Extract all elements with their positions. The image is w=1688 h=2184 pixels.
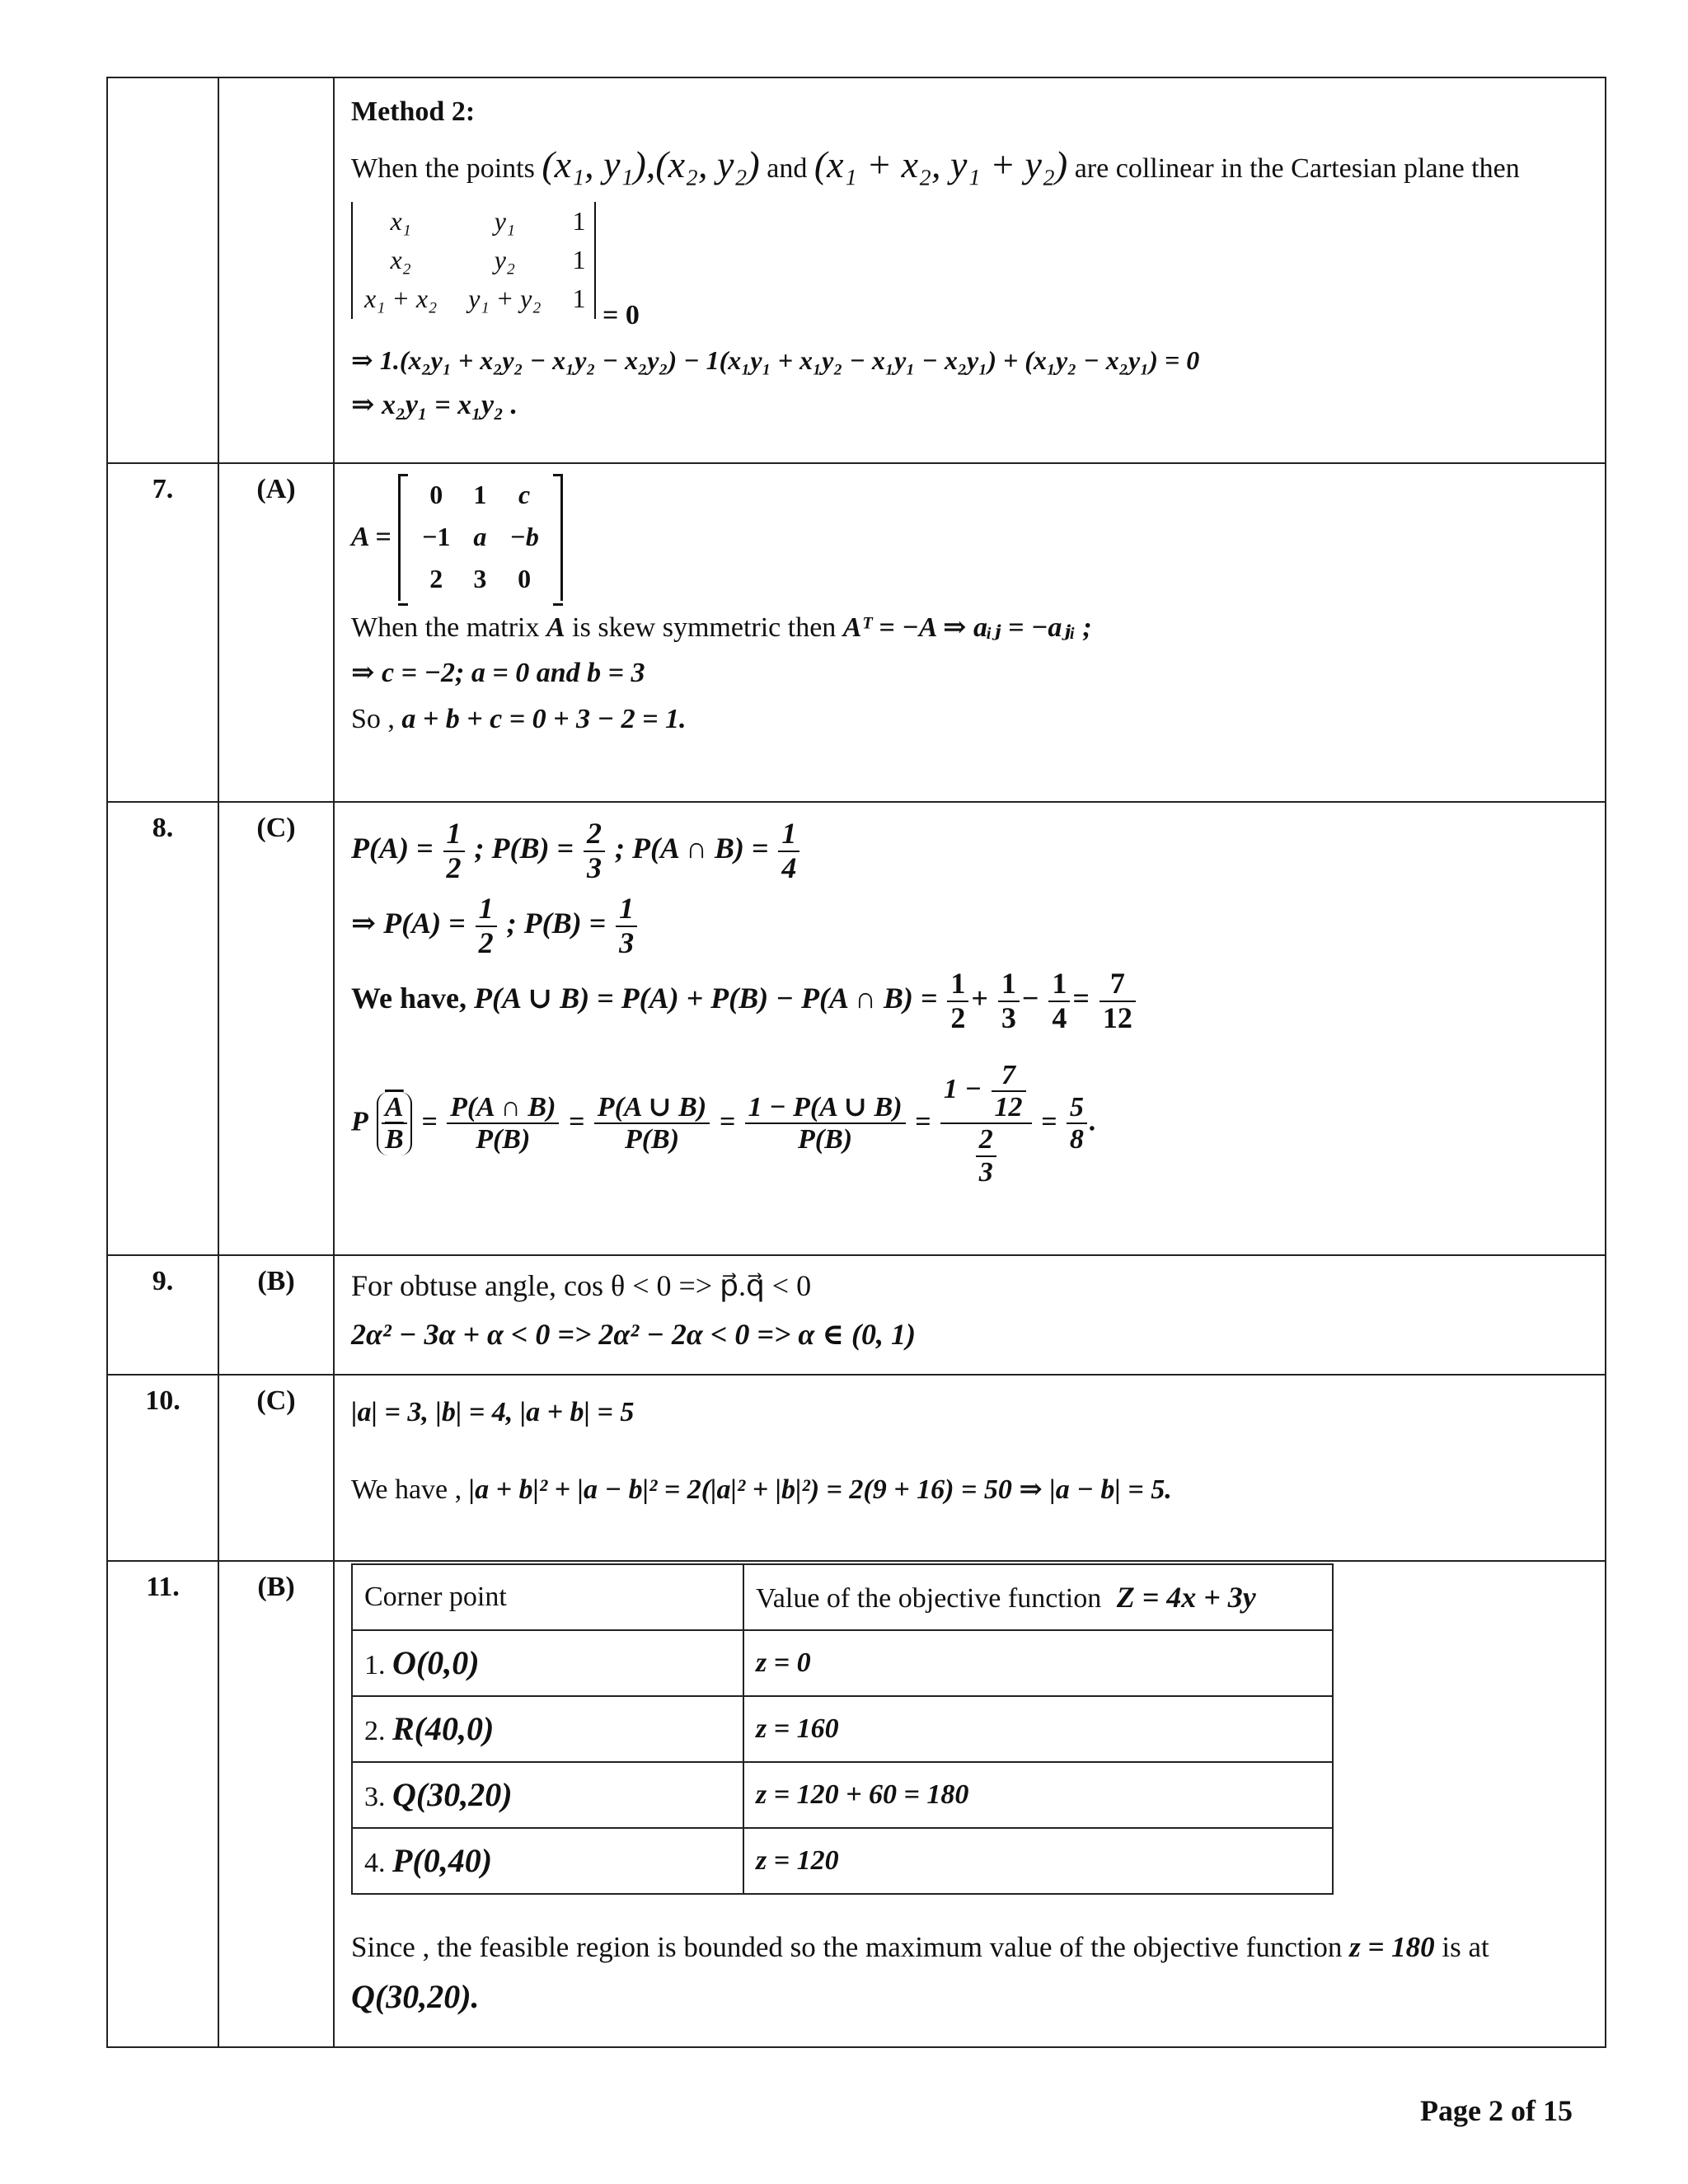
math-expr: a + b + c = 0 + 3 − 2 = 1.	[401, 704, 687, 735]
question-number: 8.	[107, 802, 218, 1255]
matrix-cell: 1	[473, 480, 487, 509]
math-expr: z = 180	[1349, 1931, 1435, 1964]
den: P(B)	[624, 1124, 680, 1155]
parallelogram-law-line	[351, 1471, 1588, 1509]
matrix-cell: 0	[429, 480, 443, 509]
determinant	[351, 202, 596, 319]
den: 2	[446, 851, 462, 884]
union-line: We have, P(A ∪ B) = P(A) + P(B) − P(A ∩ B) = $\frac{1}{2}$ + $\frac{1}{3}$ − $\frac{1}{4}$ = $\frac{7}{12}$	[351, 968, 1588, 1034]
den	[940, 1124, 1032, 1188]
point: R(40,0)	[392, 1710, 495, 1748]
row-index: 4.	[364, 1848, 386, 1879]
corner-point-cell	[352, 1762, 743, 1828]
derived-probabilities	[351, 893, 1588, 959]
corner-point-cell	[352, 1828, 743, 1894]
obtuse-line: For obtuse angle, cos θ < 0 => p⃗.q⃗ < 0	[351, 1269, 812, 1302]
page-footer: Page 2 of 15	[1420, 2094, 1573, 2127]
num: 1 − P(A ∪ B)	[745, 1092, 906, 1124]
corner-point-cell	[352, 1696, 743, 1762]
den: 12	[994, 1091, 1023, 1122]
det-cell: y₂	[494, 245, 516, 275]
num: 2	[584, 818, 605, 852]
inequality-line: 2α² − 3α + α < 0 => 2α² − 2α < 0 => α ∈ (0, 1)	[351, 1317, 916, 1351]
fraction	[594, 1092, 710, 1155]
num: P(A ∪ B)	[594, 1092, 710, 1124]
matrix-cell: 3	[473, 564, 487, 594]
corner-point-table	[351, 1563, 1334, 1895]
det-cell: 1	[572, 284, 586, 314]
question-number: 7.	[107, 463, 218, 802]
det-cell: x₁	[390, 205, 411, 236]
question-number: 10.	[107, 1375, 218, 1561]
expr: ⇒ P(A) =	[351, 907, 466, 940]
question-number: 11.	[107, 1561, 218, 2047]
fraction	[976, 1124, 996, 1188]
det-cell: 1	[572, 245, 586, 275]
solution-cell	[334, 802, 1606, 1255]
det-cell: x₂	[390, 245, 411, 275]
point: Q(30,20)	[392, 1776, 513, 1814]
fraction	[447, 1092, 559, 1155]
skew-symmetric-line	[351, 609, 1588, 647]
intro-text: When the points	[351, 152, 535, 184]
num: P(A ∩ B)	[447, 1092, 559, 1124]
answer-option: (C)	[218, 802, 334, 1255]
point: P(0,40)	[392, 1842, 493, 1880]
table-row	[352, 1630, 1333, 1696]
expr: P	[351, 1106, 368, 1137]
den: 3	[978, 1156, 993, 1188]
header-cell: Corner point	[352, 1564, 743, 1630]
num: 1	[947, 968, 968, 1002]
matrix-cell: −1	[422, 522, 451, 552]
table-header-row	[352, 1564, 1333, 1630]
math-expr: Aᵀ = −A ⇒ aᵢⱼ = −aⱼᵢ ;	[842, 612, 1092, 643]
determinant-block	[351, 199, 1588, 335]
num: 1	[616, 893, 637, 927]
answer-option: (B)	[218, 1255, 334, 1375]
conclusion-point: Q(30,20).	[351, 1978, 480, 2016]
question-number: 9.	[107, 1255, 218, 1375]
matrix-cell: 0	[518, 564, 532, 594]
point3-expr: (x₁ + x₂, y₁ + y₂)	[814, 143, 1068, 185]
fraction	[778, 818, 799, 884]
fraction	[616, 893, 637, 959]
matrix-A	[398, 474, 563, 601]
point: O(0,0)	[392, 1644, 480, 1682]
fraction	[998, 968, 1020, 1034]
den: B	[385, 1124, 404, 1155]
value-cell: z = 160	[743, 1696, 1333, 1762]
den: 4	[1052, 1001, 1067, 1034]
table-row	[107, 77, 1606, 463]
table-row	[107, 463, 1606, 802]
value-cell: z = 120 + 60 = 180	[743, 1762, 1333, 1828]
solutions-table	[106, 77, 1606, 2048]
row-index: 1.	[364, 1650, 386, 1681]
text: We have ,	[351, 1474, 462, 1506]
det-equals: = 0	[603, 299, 640, 330]
answer-option: (A)	[218, 463, 334, 802]
fraction	[947, 968, 968, 1034]
den: P(B)	[476, 1124, 531, 1155]
matrix-line	[351, 474, 1588, 601]
fraction	[1100, 968, 1136, 1034]
text: 1 −	[943, 1073, 982, 1104]
table-row	[107, 1561, 1606, 2047]
solution-cell	[334, 1255, 1606, 1375]
det-cell: x₁ + x₂	[364, 284, 438, 314]
num: 1	[778, 818, 799, 852]
matrix-label: A =	[351, 521, 392, 552]
det-cell: 1	[572, 205, 586, 236]
objective-function: Z = 4x + 3y	[1116, 1580, 1256, 1614]
den: 3	[586, 851, 602, 884]
row-index: 3.	[364, 1782, 386, 1813]
var: A	[546, 612, 565, 643]
points-expr: (x₁, y₁),(x₂, y₂)	[542, 143, 760, 185]
den: P(B)	[798, 1124, 853, 1155]
lead: We have,	[351, 982, 467, 1015]
den: 8	[1069, 1124, 1084, 1155]
header-text: Value of the objective function	[756, 1582, 1102, 1614]
matrix-cell: c	[518, 480, 531, 509]
det-cell: y₁ + y₂	[468, 284, 542, 314]
fraction	[1048, 968, 1070, 1034]
solution-cell	[334, 1375, 1606, 1561]
values-line: ⇒ c = −2; a = 0 and b = 3	[351, 658, 645, 689]
den: 12	[1102, 1001, 1132, 1034]
table-row	[107, 802, 1606, 1255]
text: is at	[1442, 1931, 1489, 1964]
num: 7	[992, 1060, 1026, 1092]
text: So ,	[351, 704, 395, 735]
expr: ; P(A ∩ B) =	[614, 831, 769, 865]
sum-line	[351, 701, 1588, 738]
magnitudes-line: |a| = 3, |b| = 4, |a + b| = 5	[351, 1397, 635, 1428]
fraction	[377, 1092, 412, 1155]
value-cell: z = 120	[743, 1828, 1333, 1894]
and-text: and	[767, 152, 808, 184]
num: 7	[1100, 968, 1136, 1002]
fraction	[476, 893, 497, 959]
den: 3	[619, 926, 635, 959]
matrix-cell: −b	[509, 522, 539, 552]
solution-cell	[334, 463, 1606, 802]
table-row	[107, 1375, 1606, 1561]
table-row	[352, 1696, 1333, 1762]
table-row	[352, 1828, 1333, 1894]
table-row	[352, 1762, 1333, 1828]
text: When the matrix	[351, 612, 540, 643]
den: 3	[1001, 1001, 1016, 1034]
table-row	[107, 1255, 1606, 1375]
den: 2	[950, 1001, 966, 1034]
corner-point-cell	[352, 1630, 743, 1696]
num: 1	[476, 893, 497, 927]
compound-fraction	[940, 1060, 1032, 1188]
math-expr: |a + b|² + |a − b|² = 2(|a|² + |b|²) = 2(9 + 16) = 50 ⇒ |a − b| = 5.	[468, 1474, 1172, 1506]
expansion-line: ⇒ 1.(x₂y₁ + x₂y₂ − x₁y₂ − x₂y₂) − 1(x₁y₁ + x₁y₂ − x₁y₁ − x₂y₁) + (x₁y₂ − x₂y₁) = 0	[351, 344, 1200, 375]
value-cell: z = 0	[743, 1630, 1333, 1696]
expr: ; P(B) =	[506, 907, 607, 940]
text: Since , the feasible region is bounded so the maximum value of the objective function	[351, 1931, 1343, 1964]
matrix-cell: 2	[429, 564, 443, 594]
given-probabilities	[351, 818, 1588, 884]
fraction	[443, 818, 465, 884]
answer-option: (B)	[218, 1561, 334, 2047]
num: 1	[443, 818, 465, 852]
result-line: ⇒ x₂y₁ = x₁y₂ .	[351, 389, 518, 420]
fraction	[1067, 1092, 1087, 1155]
num: 5	[1067, 1092, 1087, 1124]
den: 4	[781, 851, 797, 884]
header-cell	[743, 1564, 1333, 1630]
den: 2	[478, 926, 494, 959]
answer-option: (C)	[218, 1375, 334, 1561]
conditional-line: P $\frac{\overline{A}}{B}$ = $\frac{P(A \cap B)}{P(B)}$ = $\frac{P(A \cup B)}{P(B)}$ = $\frac{1 - P(A \cup B)}{P(B)}$ = 1 − $\frac{7}{12}$ $\frac{2}{3}$ = $\frac{5}{8}$ .	[351, 1059, 1097, 1188]
num: 1	[998, 968, 1020, 1002]
method-heading: Method 2:	[351, 96, 476, 127]
answer-cell	[218, 77, 334, 463]
solution-cell	[334, 77, 1606, 463]
fraction	[584, 818, 605, 884]
collinear-statement	[351, 139, 1588, 190]
matrix-cell: a	[473, 522, 487, 552]
det-cell: y₁	[494, 205, 516, 236]
num: $\overline{A}$	[382, 1092, 407, 1124]
conclusion-line	[351, 1928, 1588, 1966]
text: is skew symmetric then	[572, 612, 837, 643]
expr: P(A) =	[351, 831, 434, 865]
intro-post-text: are collinear in the Cartesian plane then	[1074, 152, 1520, 184]
solution-cell	[334, 1561, 1606, 2047]
num: 1	[1048, 968, 1070, 1002]
question-number-cell	[107, 77, 218, 463]
fraction	[745, 1092, 906, 1155]
row-index: 2.	[364, 1716, 386, 1747]
expr: ; P(B) =	[474, 831, 574, 865]
num	[940, 1060, 1032, 1125]
expr: P(A ∪ B) = P(A) + P(B) − P(A ∩ B) =	[474, 982, 938, 1015]
num: 2	[976, 1124, 996, 1156]
fraction	[992, 1060, 1026, 1123]
